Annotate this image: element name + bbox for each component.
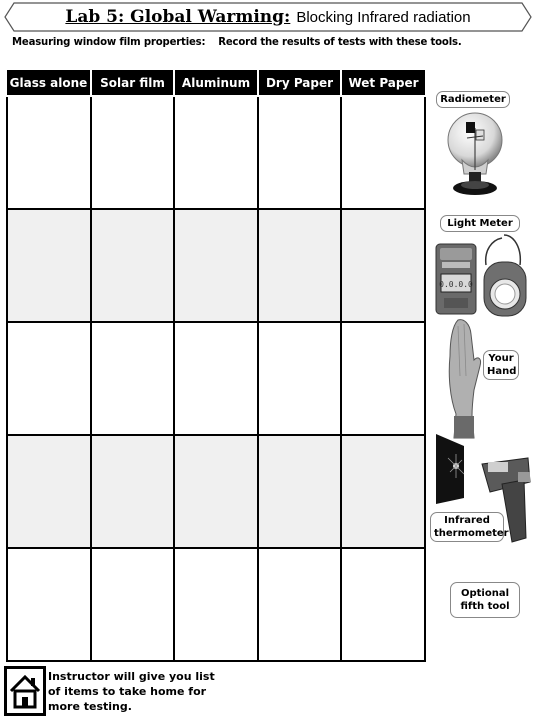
- table-cell[interactable]: [174, 322, 258, 435]
- instructions: [12, 35, 461, 48]
- table-cell[interactable]: [7, 435, 91, 548]
- optional-tool-label: [450, 582, 520, 618]
- table-cell[interactable]: [258, 548, 341, 661]
- optional-tool-label-line1: Optional: [460, 588, 510, 599]
- infrared-thermometer-label-line1: Infrared: [444, 515, 490, 526]
- home-box: [4, 666, 46, 716]
- house-icon: [7, 669, 43, 713]
- table-cell[interactable]: [174, 96, 258, 209]
- table-cell[interactable]: [7, 96, 91, 209]
- instructions-right: Record the results of tests with these tools.: [218, 35, 462, 48]
- table-cell[interactable]: [7, 322, 91, 435]
- light-meter-icon: [434, 230, 530, 320]
- your-hand-label-line1: Your: [488, 353, 514, 364]
- col-header-aluminum: Aluminum: [174, 70, 258, 96]
- title-banner: [4, 2, 532, 32]
- col-header-solar-film: Solar film: [91, 70, 174, 96]
- table-cell[interactable]: [174, 435, 258, 548]
- col-header-dry-paper: Dry Paper: [258, 70, 341, 96]
- infrared-thermometer-label-line2: thermometer: [434, 528, 509, 539]
- table-cell[interactable]: [91, 209, 174, 322]
- table-row: [7, 96, 425, 209]
- table-cell[interactable]: [341, 435, 425, 548]
- table-cell[interactable]: [341, 96, 425, 209]
- table-cell[interactable]: [91, 96, 174, 209]
- page-subtitle: Blocking Infrared radiation: [296, 9, 471, 26]
- table-header-row: [7, 70, 425, 96]
- page-title: Lab 5: Global Warming:: [65, 7, 291, 27]
- table-cell[interactable]: [341, 209, 425, 322]
- table-row: [7, 209, 425, 322]
- your-hand-label: [483, 350, 519, 380]
- radiometer-label: Radiometer: [436, 91, 510, 108]
- radiometer-icon: [440, 108, 510, 200]
- table-cell[interactable]: [174, 209, 258, 322]
- table-cell[interactable]: [7, 548, 91, 661]
- table-cell[interactable]: [258, 435, 341, 548]
- table-cell[interactable]: [258, 322, 341, 435]
- table-row: [7, 548, 425, 661]
- table-row: [7, 435, 425, 548]
- results-table: [6, 70, 426, 662]
- take-home-note: Instructor will give you list of items to take home for more testing.: [48, 670, 215, 713]
- col-header-glass-alone: Glass alone: [7, 70, 91, 96]
- infrared-thermometer-label: [430, 512, 509, 542]
- light-meter-display: 0.0.0.0: [439, 280, 473, 289]
- col-header-wet-paper: Wet Paper: [341, 70, 425, 96]
- table-cell[interactable]: [258, 209, 341, 322]
- table-cell[interactable]: [341, 548, 425, 661]
- table-cell[interactable]: [7, 209, 91, 322]
- table-cell[interactable]: [174, 548, 258, 661]
- table-cell[interactable]: [91, 548, 174, 661]
- your-hand-label-line2: Hand: [487, 366, 517, 377]
- light-meter-label: Light Meter: [440, 215, 520, 232]
- table-row: [7, 322, 425, 435]
- hand-icon: [444, 316, 484, 440]
- table-cell[interactable]: [258, 96, 341, 209]
- optional-tool-label-line2: fifth tool: [460, 601, 510, 612]
- table-cell[interactable]: [91, 435, 174, 548]
- table-cell[interactable]: [341, 322, 425, 435]
- table-cell[interactable]: [91, 322, 174, 435]
- instructions-left: Measuring window film properties:: [12, 35, 206, 48]
